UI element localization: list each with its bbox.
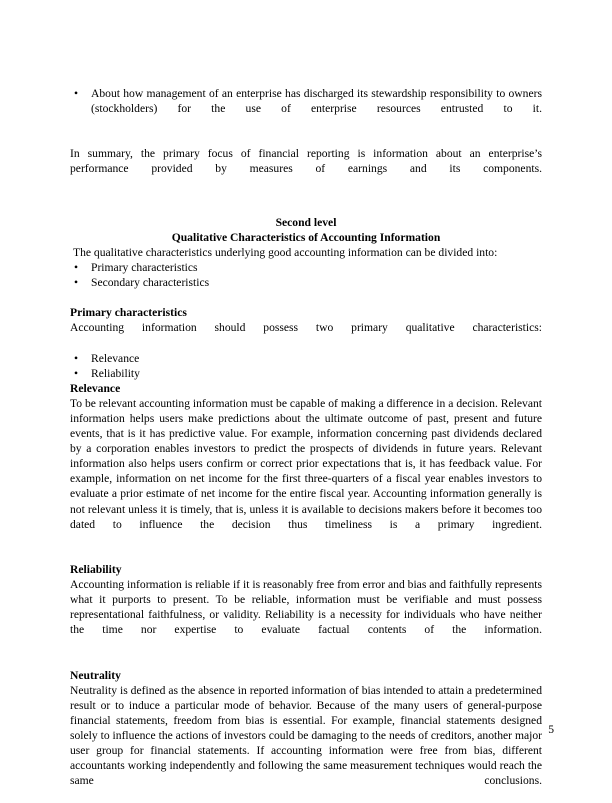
list-item — [70, 260, 542, 275]
heading-qualitative-characteristics: Qualitative Characteristics of Accounting Information — [171, 230, 441, 244]
list-item — [70, 86, 542, 131]
heading-primary-characteristics: Primary characteristics — [70, 306, 187, 320]
spacer — [70, 547, 542, 562]
list-item — [70, 351, 542, 366]
reliability-paragraph: Accounting information is reliable if it is reasonably free from error and bias and faithfully represents what it purports to present. To be reliable, information must be verifiable and must possess representational faithfulness, or validity. Reliability is a necessity for individuals who have neither the time nor expertise to evaluate factual contents of the information. — [70, 578, 542, 637]
list-item — [70, 275, 542, 290]
spacer — [70, 207, 542, 215]
bullet-text: Relevance — [91, 351, 140, 365]
stewardship-bullet-list — [70, 86, 542, 131]
spacer — [70, 290, 542, 305]
page-number: 5 — [548, 723, 554, 736]
characteristics-bullet-list — [70, 260, 542, 290]
heading-reliability: Reliability — [70, 562, 122, 576]
bullet-text: Reliability — [91, 366, 140, 380]
heading-relevance: Relevance — [70, 381, 121, 395]
primary-intro-text: Accounting information should possess two primary qualitative characteristics: — [70, 321, 542, 335]
spacer — [70, 192, 542, 207]
spacer — [70, 131, 542, 146]
heading-second-level: Second level — [275, 215, 337, 229]
qualitative-intro-text: The qualitative characteristics underlying good accounting information can be divided into: — [73, 245, 498, 259]
page-content — [70, 86, 542, 803]
primary-bullet-list — [70, 351, 542, 381]
neutrality-paragraph: Neutrality is defined as the absence in reported information of bias intended to attain a predetermined result or to induce a particular mode of behavior. Because of the many users of general-purpose financial statements, freedom from bias is essential. For example, financial statements designed solely to influence the actions of investors could be damaging to the needs of creditors, another major user group for financial statements. If accounting information were free from bias, different accountants working independently and following the same measurement techniques would reach the same conclusions. — [70, 683, 542, 788]
bullet-text: About how management of an enterprise has discharged its stewardship responsibility to owners (stockholders) for the use of enterprise resources entrusted to it. — [91, 87, 542, 116]
bullet-text: Secondary characteristics — [91, 276, 210, 290]
spacer — [70, 652, 542, 667]
list-item — [70, 366, 542, 381]
heading-neutrality: Neutrality — [70, 668, 121, 682]
bullet-text: Primary characteristics — [91, 261, 198, 275]
summary-paragraph: In summary, the primary focus of financial reporting is information about an enterprise’s performance provided by measures of earnings and its components. — [70, 147, 542, 176]
relevance-paragraph: To be relevant accounting information must be capable of making a difference in a decision. Relevant information helps users make predictions about the ultimate outcome of past, present and future events, that is it has predictive value. For example, information concerning past dividends declared by a corporation enables investors to predict the prospects of dividends in future years. Relevant information also helps users confirm or correct prior expectations that is, it has feedback value. For example, information on net income for the first three-quarters of a fiscal year enables investors to evaluate a prior estimate of net income for the entire fiscal year. Accounting information generally is not relevant unless it is timely, that is, unless it is available to decisions makers before it becomes too dated to influence the decision thus timeliness is a primary ingredient. — [70, 396, 542, 531]
